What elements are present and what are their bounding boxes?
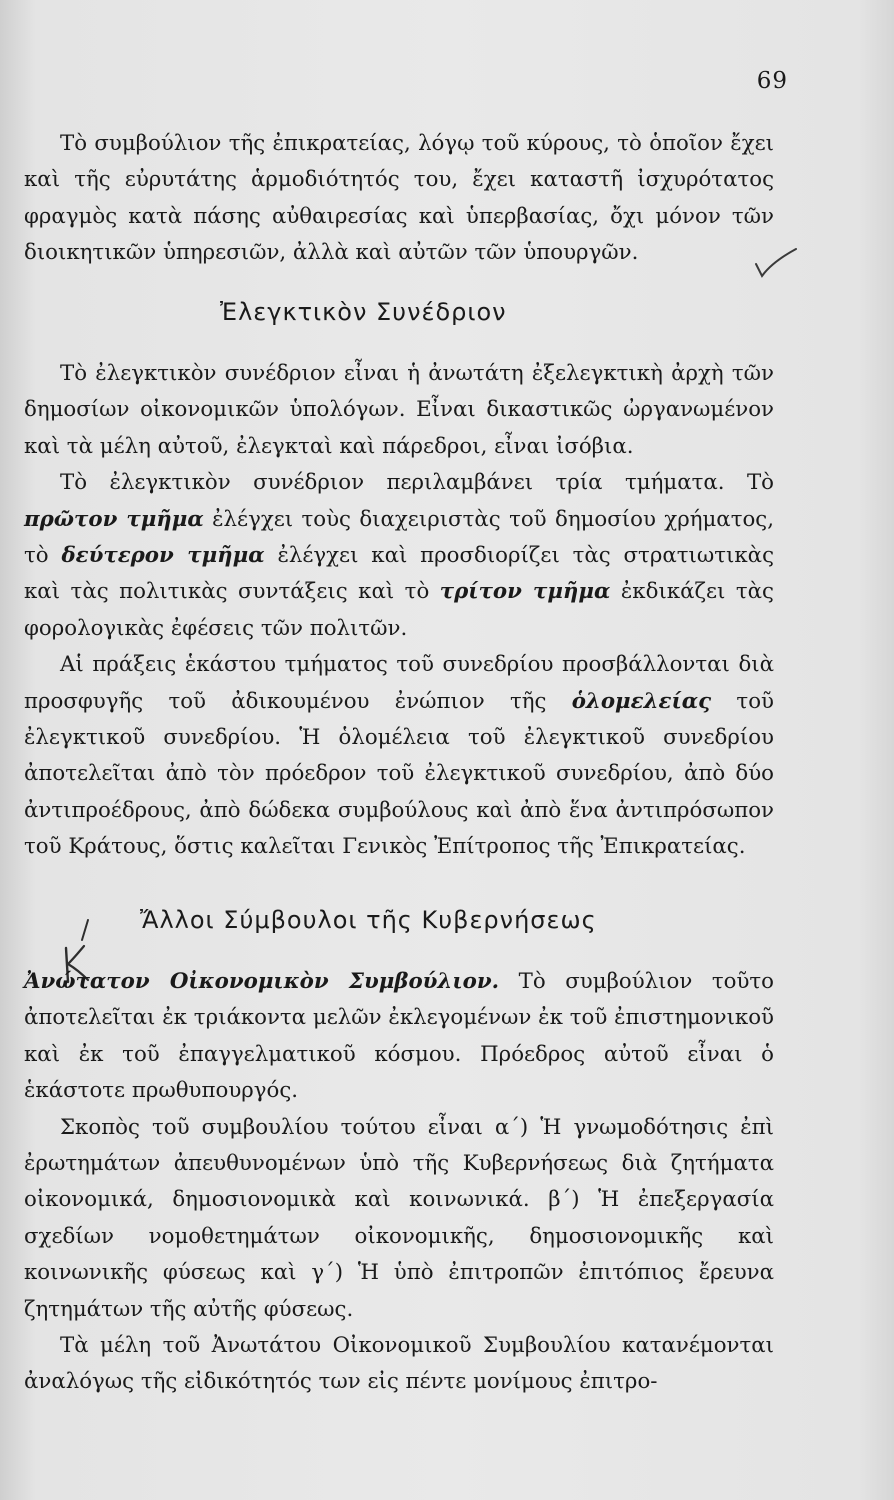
audit-court-section [24,356,774,866]
text-run: τοῦ ἐλεγκτικοῦ συνεδρίου. Ἡ ὁλομέλεια τοῦ ἐλεγκτικοῦ συνεδρίου ἀποτελεῖται ἀπὸ τὸν πρόεδρον τοῦ ἐλεγκτικοῦ συνεδρίου, ἀπὸ δύο ἀντιπροέδρους, ἀπὸ δώδεκα συμβούλους καὶ ἀπὸ ἕνα ἀντιπρόσωπον τοῦ Κράτους, ὅστις καλεῖται Γενικὸς Ἐπίτροπος τῆς Ἐπικρατείας. [24,688,774,860]
intro-section [24,126,774,272]
second-department-term: δεύτερον τμῆμα [61,543,265,569]
text-run: ἐλέγχει καὶ προσδιορίζει τὰς στρατιωτικὰς καὶ τὰς πολιτικὰς συντάξεις καὶ τὸ [24,543,774,605]
text-run: Αἱ πράξεις ἑκάστου τμήματος τοῦ συνεδρίου προσβάλλονται διὰ προσφυγῆς τοῦ ἀδικουμένου ἐνώπιον τῆς [24,652,774,714]
audit-court-paragraph-2 [24,465,774,647]
page-number: 69 [756,68,788,94]
first-department-term: πρῶτον τμῆμα [24,506,204,532]
third-department-term: τρίτον τμῆμα [439,579,611,605]
other-councils-section [24,964,774,1401]
intro-paragraph: Τὸ συμβούλιον τῆς ἐπικρατείας, λόγῳ τοῦ κύρους, τὸ ὁποῖον ἔχει καὶ τῆς εὐρυτάτης ἁρμοδιότητός του, ἔχει καταστῆ ἰσχυρότατος φραγμὸς κατὰ πάσης αὐθαιρεσίας καὶ ὑπερβασίας, ὄχι μόνον τῶν διοικητικῶν ὑπηρεσιῶν, ἀλλὰ καὶ αὐτῶν τῶν ὑπουργῶν. [24,131,774,266]
section-heading-audit-court: Ἐλεγκτικὸν Συνέδριον [220,298,507,326]
text-run: ἐκδικάζει τὰς φορολογικὰς ἐφέσεις τῶν πολιτῶν. [24,579,774,641]
text-run: Τὸ συμβούλιον τοῦτο ἀποτελεῖται ἐκ τριάκοντα μελῶν ἐκλεγομένων ἐκ τοῦ ἐπιστημονικοῦ καὶ ἐκ τοῦ ἐπαγγελματικοῦ κόσμου. Πρόεδρος αὐτοῦ εἶναι ὁ ἑκάστοτε πρωθυπουργός. [24,969,774,1104]
text-run: ἐλέγχει τοὺς διαχειριστὰς τοῦ δημοσίου χρήματος, τὸ [24,506,774,569]
audit-court-paragraph-3 [24,647,774,865]
handwritten-check-mark [754,246,800,280]
section-heading-other-councils: Ἄλλοι Σύμβουλοι τῆς Κυβερνήσεως [140,906,597,934]
audit-court-paragraph-1: Τὸ ἐλεγκτικὸν συνέδριον εἶναι ἡ ἀνωτάτη ἐξελεγκτικὴ ἀρχὴ τῶν δημοσίων οἰκονομικῶν ὑπολόγων. Εἶναι δικαστικῶς ὠργανωμένον καὶ τὰ μέλη αὐτοῦ, ἐλεγκταὶ καὶ πάρεδροι, εἶναι ἰσόβια. [24,361,774,459]
councils-paragraph-1 [24,964,774,1110]
plenary-term: ὁλομελείας [571,688,712,714]
councils-paragraph-3: Τὰ μέλη τοῦ Ἀνωτάτου Οἰκονομικοῦ Συμβουλίου κατανέμονται ἀναλόγως τῆς εἰδικότητός των εἰς πέντε μονίμους ἐπιτρο- [24,1333,774,1395]
councils-paragraph-2: Σκοπὸς τοῦ συμβουλίου τούτου εἶναι α΄) Ἡ γνωμοδότησις ἐπὶ ἐρωτημάτων ἀπευθυνομένων ὑπὸ τῆς Κυβερνήσεως διὰ ζητήματα οἰκονομικά, δημοσιονομικὰ καὶ κοινωνικά. β΄) Ἡ ἐπεξεργασία σχεδίων νομοθετημάτων οἰκονομικῆς, δημοσιονομικῆς καὶ κοινωνικῆς φύσεως καὶ γ΄) Ἡ ὑπὸ ἐπιτροπῶν ἐπιτόπιος ἔρευνα ζητημάτων τῆς αὐτῆς φύσεως. [24,1114,774,1322]
text-run: Τὸ ἐλεγκτικὸν συνέδριον περιλαμβάνει τρία τμήματα. Τὸ [60,470,774,496]
supreme-economic-council-term: Ἀνώτατον Οἰκονομικὸν Συμβούλιον. [24,969,500,994]
